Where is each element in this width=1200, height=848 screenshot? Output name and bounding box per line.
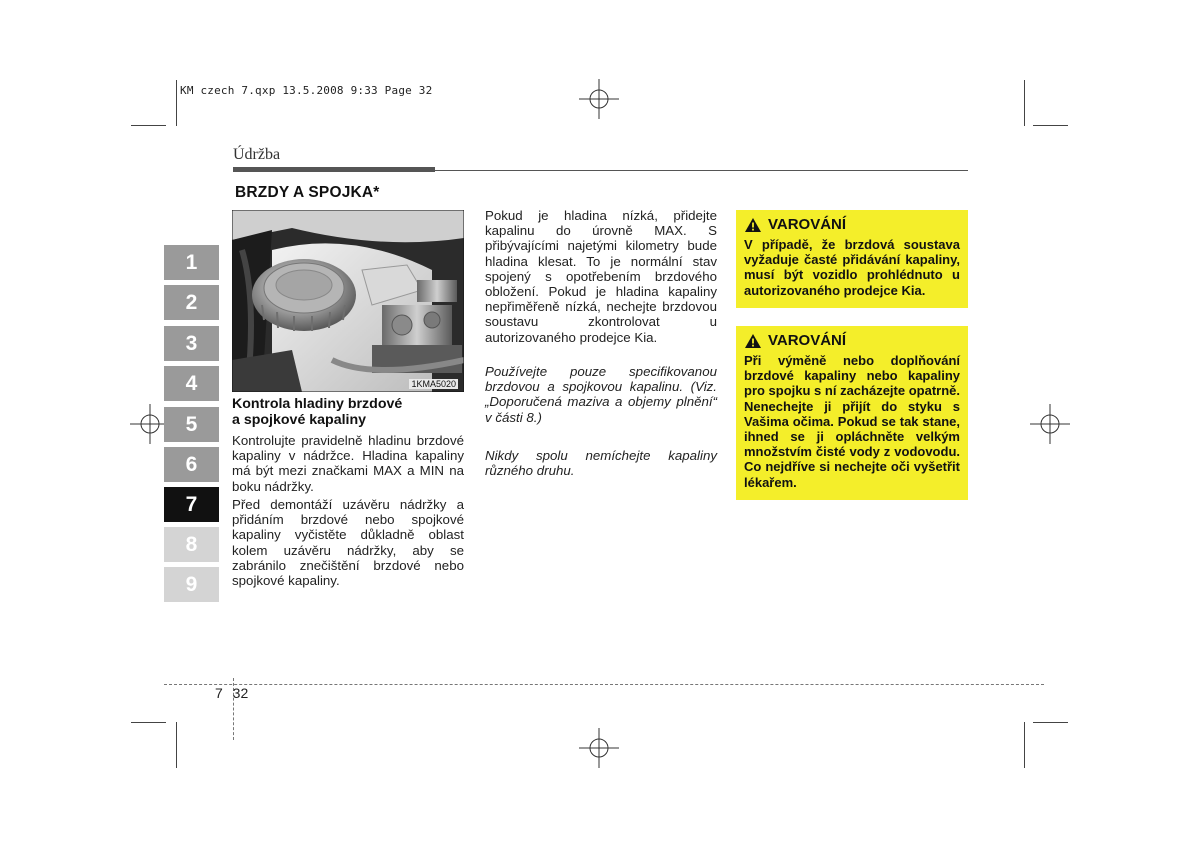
- registration-mark-icon: [1030, 404, 1070, 444]
- brake-fluid-reservoir-photo: [232, 210, 464, 392]
- warning-triangle-icon: [744, 217, 762, 233]
- crop-mark: [176, 722, 177, 768]
- warning-box: [736, 326, 968, 500]
- warning-title: [744, 332, 960, 349]
- section-rule-thick: [233, 167, 435, 172]
- col1-paragraph-1: Kontrolujte pravidelně hladinu brzdové kapaliny v nádržce. Hladina kapaliny má být mezi značkami MAX a MIN na boku nádržky.: [232, 433, 464, 494]
- crop-mark: [1033, 125, 1068, 126]
- registration-mark-icon: [579, 79, 619, 119]
- subheading-line: Kontrola hladiny brzdové: [232, 396, 403, 412]
- warning-body: V případě, že brzdová soustava vyžaduje časté přidávání kapaliny, musí být vozidlo prohlédnuto u autorizovaného prodejce Kia.: [744, 237, 960, 298]
- col2-paragraph-3: Nikdy spolu nemíchejte kapaliny různého druhu.: [485, 448, 717, 479]
- chapter-tab-3[interactable]: 3: [164, 326, 219, 361]
- page-heading: BRZDY A SPOJKA*: [235, 184, 380, 201]
- col2-paragraph-2: Používejte pouze specifikovanou brzdovou a spojkovou kapalinu. (Viz. „Doporučená maziva a objemy plnění“ v části 8.): [485, 364, 717, 425]
- crop-mark: [131, 125, 166, 126]
- warning-title-text: VAROVÁNÍ: [768, 216, 847, 233]
- subheading: [232, 397, 464, 428]
- chapter-tab-1[interactable]: 1: [164, 245, 219, 280]
- crop-mark: [176, 80, 177, 126]
- crop-mark: [131, 722, 166, 723]
- registration-mark-icon: [579, 728, 619, 768]
- warning-box: [736, 210, 968, 308]
- warning-body: Při výměně nebo doplňování brzdové kapaliny nebo kapaliny pro spojku s ní zacházejte opatrně. Nenechejte ji přijít do styku s Vašima očima. Pokud se tak stane, ihned se ji opláchněte velkým množstvím čisté vody z vodovodu. Co nejdříve si nechejte oči vyšetřit lékařem.: [744, 353, 960, 490]
- footer-rule: [164, 684, 1044, 685]
- section-title: Údržba: [233, 146, 281, 163]
- chapter-tab-7[interactable]: 7: [164, 487, 219, 522]
- chapter-tab-9[interactable]: 9: [164, 567, 219, 602]
- chapter-tab-4[interactable]: 4: [164, 366, 219, 401]
- crop-mark: [1024, 80, 1025, 126]
- chapter-tab-6[interactable]: 6: [164, 447, 219, 482]
- warning-triangle-icon: [744, 333, 762, 349]
- warning-title-text: VAROVÁNÍ: [768, 332, 847, 349]
- page-number: 7 32: [215, 685, 249, 701]
- crop-mark: [1024, 722, 1025, 768]
- chapter-tab-2[interactable]: 2: [164, 285, 219, 320]
- print-slug: KM czech 7.qxp 13.5.2008 9:33 Page 32: [180, 84, 433, 97]
- col2-paragraph-1: Pokud je hladina nízká, přidejte kapalinu do úrovně MAX. S přibývajícími najetými kilometry bude hladina klesat. To je normální stav spojený s opotřebením brzdového obložení. Pokud je hladina kapaliny nepřiměřeně nízká, nechejte brzdovou soustavu zkontrolovat u autorizovaného prodejce Kia.: [485, 208, 717, 345]
- subheading-line: a spojkové kapaliny: [232, 411, 367, 428]
- photo-code: 1KMA5020: [411, 379, 456, 389]
- chapter-tab-8[interactable]: 8: [164, 527, 219, 562]
- section-rule-thin: [435, 170, 968, 171]
- chapter-tab-5[interactable]: 5: [164, 407, 219, 442]
- crop-mark: [1033, 722, 1068, 723]
- warning-title: [744, 216, 960, 233]
- col1-paragraph-2: Před demontáží uzávěru nádržky a přidáním brzdové nebo spojkové kapaliny vyčistěte důkladně oblast kolem uzávěru nádržky, aby se zabránilo znečištění brzdové nebo spojkové kapaliny.: [232, 497, 464, 589]
